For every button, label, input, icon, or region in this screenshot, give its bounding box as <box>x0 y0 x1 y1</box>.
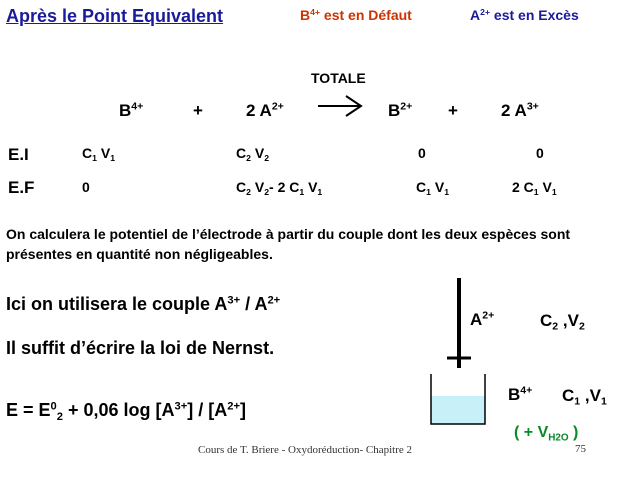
ei-c: C <box>82 145 93 161</box>
ei-v2: V <box>250 145 265 161</box>
ei-v-sub: 1 <box>110 153 116 164</box>
ef-v3-sub: 1 <box>444 187 450 198</box>
reactant-b <box>119 101 143 121</box>
ef-c2-sub: 2 <box>246 187 251 198</box>
reaction-type-label: TOTALE <box>311 70 366 86</box>
ei-col3: 0 <box>418 145 426 161</box>
water-suffix: ) <box>568 424 579 441</box>
explanation-paragraph: On calculera le potentiel de l’électrode à partir du couple dont les deux espèces sont présentes en quantité non négligeables. <box>6 226 571 262</box>
formula-p1: E = E <box>6 400 51 420</box>
water-prefix: ( + V <box>514 424 549 441</box>
reactant-b-symbol: B <box>119 101 132 120</box>
beaker-species-charge: 4+ <box>520 384 533 397</box>
ei-col1 <box>82 145 116 164</box>
burette-v-sub: 2 <box>578 320 585 333</box>
plus-sign-1: + <box>193 101 203 120</box>
water-sub: H2O <box>548 432 569 444</box>
product-b <box>388 101 412 121</box>
ei-c2: C <box>236 145 247 161</box>
ef-v1-sub: 1 <box>317 187 323 198</box>
couple-line <box>6 294 280 315</box>
ef-c3: C <box>416 179 427 195</box>
ef-col4 <box>512 179 557 198</box>
beaker-liquid <box>431 396 485 424</box>
ef-v4: V <box>538 179 552 195</box>
ef-v3: V <box>430 179 445 195</box>
final-state-label: E.F <box>8 178 35 197</box>
burette-species-charge: 2+ <box>482 309 495 322</box>
b-default-charge: 4+ <box>310 6 321 17</box>
couple-sup1: 3+ <box>227 294 241 307</box>
couple-prefix: Ici on utilisera le couple A <box>6 294 228 314</box>
product-a <box>501 101 539 121</box>
nernst-formula <box>6 400 246 421</box>
reaction-arrow <box>316 94 364 118</box>
product-b-symbol: B <box>388 101 401 120</box>
formula-sub2: 2 <box>56 410 63 423</box>
a-excess-text: est en Excès <box>490 7 579 23</box>
couple-mid: / A <box>240 294 268 314</box>
beaker-c-sub: 1 <box>574 395 581 408</box>
formula-sup3: 3+ <box>174 400 188 413</box>
burette-v: ,V <box>558 311 579 330</box>
ef-v1: V <box>304 179 318 195</box>
product-a-charge: 3+ <box>526 100 539 113</box>
ei-c2-sub: 2 <box>246 153 251 164</box>
formula-sup4: 2+ <box>227 400 240 413</box>
a-excess-symbol: A <box>470 7 481 23</box>
burette-species-symbol: A <box>470 310 483 329</box>
beaker-concentration <box>562 386 607 406</box>
a-excess-label <box>470 7 579 23</box>
formula-sup0: 0 <box>50 400 57 413</box>
water-volume-note <box>514 424 578 442</box>
ef-col1: 0 <box>82 179 90 195</box>
burette-c: C <box>540 311 553 330</box>
ef-c2: C <box>236 179 247 195</box>
beaker-species-symbol: B <box>508 385 521 404</box>
reactant-b-charge: 4+ <box>131 100 144 113</box>
b-default-label <box>300 7 412 23</box>
ef-v4-sub: 1 <box>551 187 557 198</box>
nernst-line: Il suffit d’écrire la loi de Nernst. <box>6 338 275 358</box>
beaker-v-sub: 1 <box>600 395 607 408</box>
plus-sign-2: + <box>448 101 458 120</box>
ef-col2 <box>236 179 323 198</box>
beaker-c: C <box>562 386 575 405</box>
reactant-a <box>246 101 284 121</box>
couple-sup2: 2+ <box>267 294 281 307</box>
ef-c1-sub: 1 <box>299 187 305 198</box>
beaker-v: ,V <box>580 386 601 405</box>
burette-concentration <box>540 311 585 331</box>
formula-p4: ] <box>239 400 246 420</box>
ef-c4-sub: 1 <box>533 187 539 198</box>
ef-minus: - 2 C <box>269 179 300 195</box>
b-default-text: est en Défaut <box>320 7 412 23</box>
product-b-charge: 2+ <box>400 100 413 113</box>
ei-c-sub: 1 <box>92 153 97 164</box>
formula-p3: ] / [A <box>187 400 228 420</box>
ef-c3-sub: 1 <box>426 187 431 198</box>
ef-v2: V <box>250 179 265 195</box>
beaker-species <box>508 385 532 405</box>
ei-v2-sub: 2 <box>264 153 270 164</box>
page-title: Après le Point Equivalent <box>6 6 224 26</box>
a-excess-charge: 2+ <box>480 6 491 17</box>
ef-col3 <box>416 179 450 198</box>
burette-species <box>470 310 494 330</box>
footer-credit: Cours de T. Briere - Oxydoréduction- Chapitre 2 <box>198 444 413 456</box>
burette-c-sub: 2 <box>552 320 559 333</box>
ei-col4: 0 <box>536 145 544 161</box>
ef-c4: 2 C <box>512 179 534 195</box>
initial-state-label: E.I <box>8 145 29 164</box>
titration-apparatus <box>425 276 505 436</box>
b-default-symbol: B <box>300 7 311 23</box>
reactant-a-symbol: 2 A <box>246 101 272 120</box>
ef-v2-sub: 2 <box>264 187 270 198</box>
ei-v: V <box>96 145 111 161</box>
formula-p2: + 0,06 log [A <box>62 400 175 420</box>
reactant-a-charge: 2+ <box>271 100 284 113</box>
page-number: 75 <box>575 443 586 455</box>
ei-col2 <box>236 145 270 164</box>
product-a-symbol: 2 A <box>501 101 527 120</box>
